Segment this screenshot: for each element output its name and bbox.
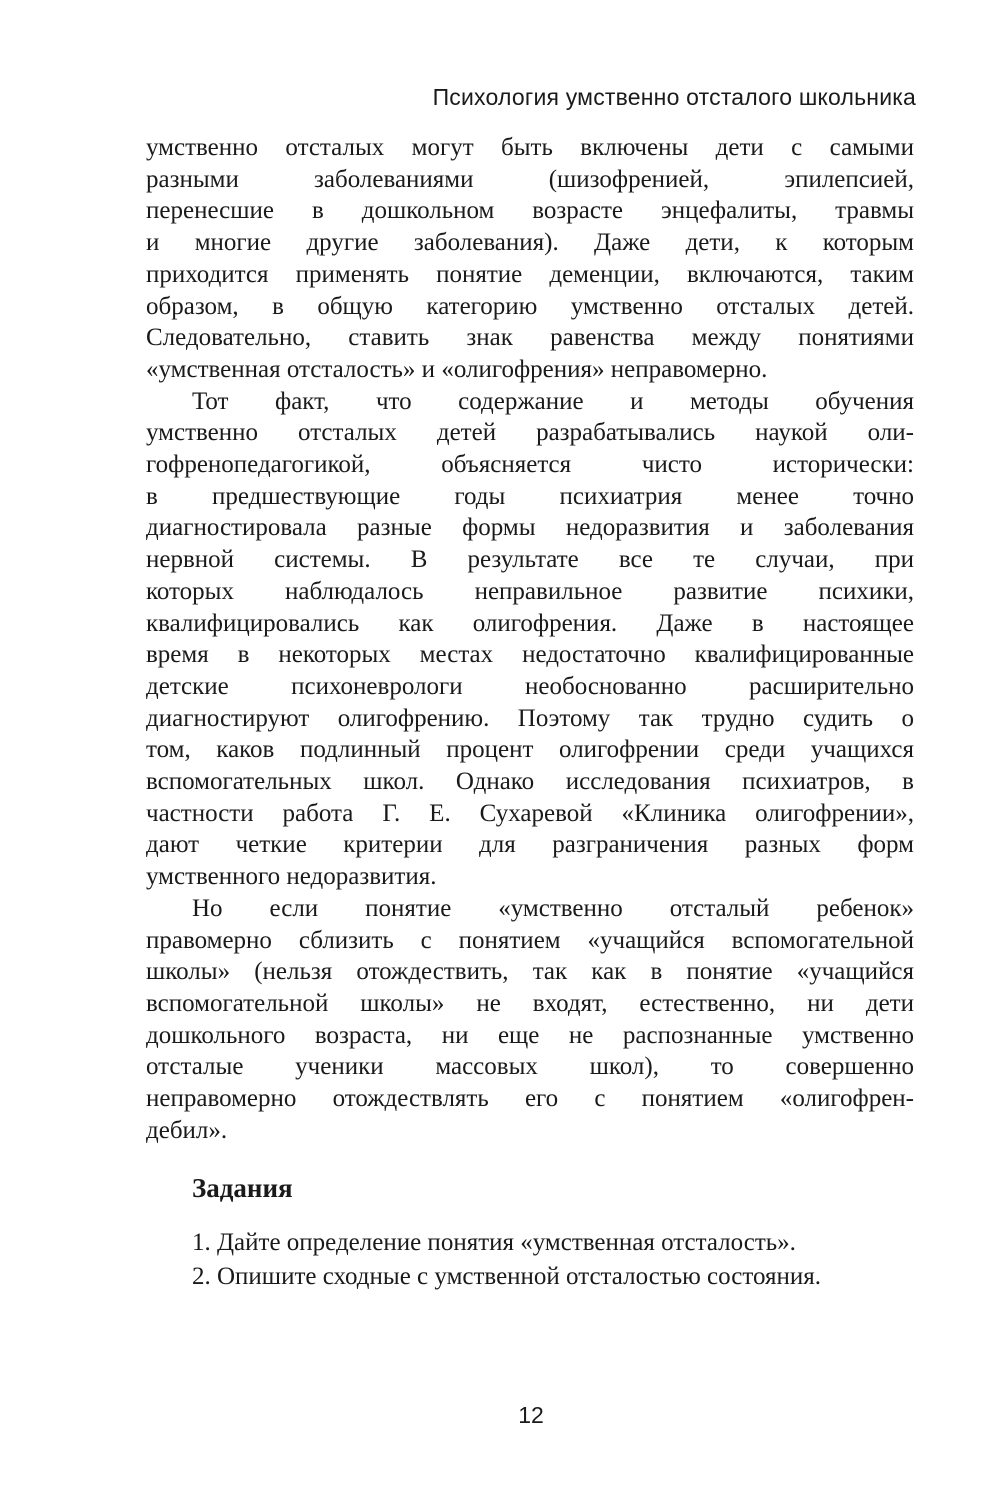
text-line: диагностируют олигофрению. Поэтому так трудно судить о <box>146 704 914 732</box>
text-line: вспомогательных школ. Однако исследования психиатров, в <box>146 768 914 796</box>
text-line: Следовательно, ставить знак равенства между понятиями <box>146 324 914 352</box>
text-line: квалифицировались как олигофрения. Даже в настоящее <box>146 609 914 637</box>
text-line: умственно отсталых могут быть включены дети с самыми <box>146 134 914 161</box>
tasks-list <box>192 1226 932 1294</box>
page-number: 12 <box>518 1402 544 1428</box>
text-line: дают четкие критерии для разграничения разных форм <box>146 831 914 859</box>
text-line: диагностировала разные формы недоразвития и заболевания <box>146 514 914 542</box>
text-line: дебил». <box>146 1116 228 1144</box>
text-line: нервной системы. В результате все те случаи, при <box>146 546 914 574</box>
text-line: гофренопедагогикой, объясняется чисто исторически: <box>146 451 914 479</box>
paragraph-2 <box>146 386 914 893</box>
text-line: в предшествующие годы психиатрия менее точно <box>146 482 914 510</box>
text-line: умственно отсталых детей разрабатывались наукой оли- <box>146 419 914 447</box>
task-item: 2. Опишите сходные с умственной отсталостью состояния. <box>192 1263 821 1290</box>
text-line: перенесшие в дошкольном возрасте энцефалиты, травмы <box>146 197 914 225</box>
text-line: Но если понятие «умственно отсталый ребенок» <box>192 894 914 922</box>
text-line: Тот факт, что содержание и методы обучения <box>192 387 914 415</box>
body-text <box>146 132 914 1147</box>
task-item: 1. Дайте определение понятия «умственная отсталость». <box>192 1229 796 1256</box>
paragraph-3 <box>146 893 914 1147</box>
text-line: приходится применять понятие деменции, включаются, таким <box>146 260 914 288</box>
text-line: и многие другие заболевания). Даже дети, к которым <box>146 229 914 257</box>
text-line: частности работа Г. Е. Сухаревой «Клиника олигофрении», <box>146 799 914 827</box>
text-line: неправомерно отождествлять его с понятием «олигофрен- <box>146 1085 914 1113</box>
text-line: дошкольного возраста, ни еще не распознанные умственно <box>146 1021 914 1049</box>
text-line: школы» (нельзя отождествить, так как в понятие «учащийся <box>146 958 914 986</box>
text-line: образом, в общую категорию умственно отсталых детей. <box>146 292 914 320</box>
paragraph-1 <box>146 132 914 386</box>
text-line: правомерно сблизить с понятием «учащийся вспомогательной <box>146 926 914 954</box>
text-line: том, каков подлинный процент олигофрении среди учащихся <box>146 736 914 764</box>
text-line: разными заболеваниями (шизофренией, эпилепсией, <box>146 165 914 193</box>
text-line: «умственная отсталость» и «олигофрения» неправомерно. <box>146 355 768 383</box>
text-line: отсталые ученики массовых школ), то совершенно <box>146 1053 914 1081</box>
text-line: время в некоторых местах недостаточно квалифицированные <box>146 641 914 669</box>
text-line: вспомогательной школы» не входят, естественно, ни дети <box>146 989 914 1017</box>
text-line: детские психоневрологи необоснованно расширительно <box>146 672 914 700</box>
text-line: которых наблюдалось неправильное развитие психики, <box>146 577 914 605</box>
running-head: Психология умственно отсталого школьника <box>432 84 916 110</box>
text-line: умственного недоразвития. <box>146 863 437 891</box>
tasks-heading: Задания <box>192 1173 293 1203</box>
